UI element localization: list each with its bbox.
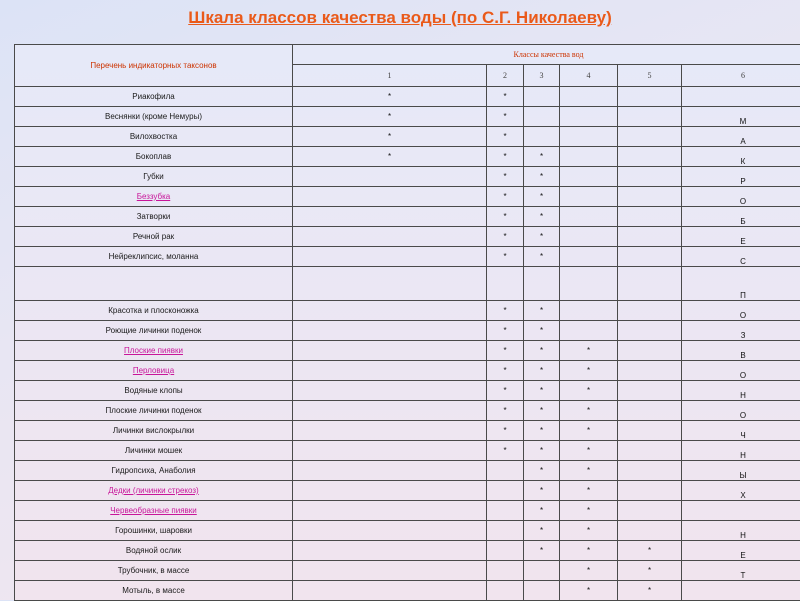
- classes-header: Классы качества вод: [293, 45, 800, 65]
- vertical-letter-cell: О: [682, 187, 800, 207]
- taxon-name: Мотыль, в массе: [15, 581, 293, 601]
- class-mark-cell: [487, 541, 524, 561]
- class-mark-cell: [618, 301, 682, 321]
- class-mark-cell: *: [560, 401, 618, 421]
- table-row: [15, 561, 800, 581]
- vertical-letter-cell: В: [682, 341, 800, 361]
- taxon-name: Водяные клопы: [15, 381, 293, 401]
- class-number: 3: [524, 65, 560, 87]
- vertical-letter-cell: Н: [682, 441, 800, 461]
- class-mark-cell: *: [293, 127, 487, 147]
- table-row: [15, 207, 800, 227]
- vertical-letter-cell: Е: [682, 227, 800, 247]
- vertical-letter-cell: Х: [682, 481, 800, 501]
- class-mark-cell: [487, 267, 524, 301]
- class-mark-cell: *: [560, 481, 618, 501]
- taxon-name: Красотка и плосконожка: [15, 301, 293, 321]
- class-mark-cell: *: [524, 541, 560, 561]
- table-row: [15, 167, 800, 187]
- class-mark-cell: *: [524, 301, 560, 321]
- class-mark-cell: *: [560, 381, 618, 401]
- class-mark-cell: [618, 207, 682, 227]
- taxon-link[interactable]: Червеобразные пиявки: [15, 501, 293, 521]
- class-mark-cell: [560, 301, 618, 321]
- class-number: 2: [487, 65, 524, 87]
- table-row: [15, 227, 800, 247]
- taxon-name: Вилохвостка: [15, 127, 293, 147]
- class-mark-cell: [618, 381, 682, 401]
- class-mark-cell: [618, 421, 682, 441]
- vertical-letter-cell: К: [682, 147, 800, 167]
- taxon-name: Горошинки, шаровки: [15, 521, 293, 541]
- class-mark-cell: *: [524, 461, 560, 481]
- taxon-link[interactable]: Беззубка: [15, 187, 293, 207]
- class-mark-cell: *: [487, 401, 524, 421]
- class-mark-cell: [293, 301, 487, 321]
- table-row: [15, 461, 800, 481]
- vertical-letter-cell: С: [682, 247, 800, 267]
- table-row: [15, 187, 800, 207]
- class-mark-cell: *: [487, 147, 524, 167]
- class-mark-cell: [618, 127, 682, 147]
- class-mark-cell: [293, 461, 487, 481]
- class-mark-cell: [618, 227, 682, 247]
- taxon-name: Риакофила: [15, 87, 293, 107]
- class-mark-cell: *: [487, 301, 524, 321]
- table-row: [15, 421, 800, 441]
- class-mark-cell: *: [560, 421, 618, 441]
- vertical-letter-cell: Т: [682, 561, 800, 581]
- vertical-letter-cell: Б: [682, 207, 800, 227]
- class-mark-cell: [560, 127, 618, 147]
- class-mark-cell: [293, 381, 487, 401]
- class-mark-cell: [293, 207, 487, 227]
- taxon-name: Речной рак: [15, 227, 293, 247]
- class-mark-cell: *: [487, 207, 524, 227]
- table-row: [15, 267, 800, 301]
- class-number: 5: [618, 65, 682, 87]
- table-row: [15, 301, 800, 321]
- class-mark-cell: [293, 167, 487, 187]
- class-mark-cell: *: [560, 581, 618, 601]
- class-mark-cell: *: [560, 541, 618, 561]
- class-mark-cell: *: [524, 501, 560, 521]
- class-mark-cell: *: [524, 207, 560, 227]
- table-row: [15, 321, 800, 341]
- class-mark-cell: [618, 167, 682, 187]
- water-quality-table: [14, 44, 800, 601]
- vertical-letter-cell: Ы: [682, 461, 800, 481]
- header-row: [15, 45, 800, 65]
- class-mark-cell: [524, 267, 560, 301]
- table-row: [15, 501, 800, 521]
- table-row: [15, 361, 800, 381]
- taxon-name: [15, 267, 293, 301]
- class-mark-cell: *: [293, 87, 487, 107]
- class-mark-cell: [618, 107, 682, 127]
- class-mark-cell: [618, 321, 682, 341]
- class-mark-cell: *: [618, 541, 682, 561]
- class-mark-cell: [618, 481, 682, 501]
- class-mark-cell: [560, 247, 618, 267]
- class-mark-cell: *: [524, 187, 560, 207]
- class-mark-cell: [293, 361, 487, 381]
- class-mark-cell: *: [293, 147, 487, 167]
- class-mark-cell: [524, 581, 560, 601]
- class-mark-cell: *: [524, 167, 560, 187]
- class-mark-cell: *: [487, 187, 524, 207]
- table-row: [15, 441, 800, 461]
- table-body: [15, 45, 800, 601]
- taxon-name: Водяной ослик: [15, 541, 293, 561]
- class-mark-cell: [293, 441, 487, 461]
- class-number: 4: [560, 65, 618, 87]
- class-mark-cell: [487, 581, 524, 601]
- class-mark-cell: [618, 521, 682, 541]
- class-mark-cell: *: [487, 441, 524, 461]
- class-mark-cell: *: [524, 227, 560, 247]
- class-mark-cell: *: [524, 521, 560, 541]
- class-mark-cell: [293, 561, 487, 581]
- vertical-letter-cell: Н: [682, 521, 800, 541]
- class-mark-cell: [618, 501, 682, 521]
- class-mark-cell: [618, 401, 682, 421]
- class-mark-cell: [618, 267, 682, 301]
- taxon-name: Плоские личинки поденок: [15, 401, 293, 421]
- taxon-name: Нейреклипсис, моланна: [15, 247, 293, 267]
- class-mark-cell: [293, 341, 487, 361]
- vertical-letter-cell: О: [682, 401, 800, 421]
- class-mark-cell: [487, 481, 524, 501]
- page-title: Шкала классов качества воды (по С.Г. Николаеву): [0, 8, 800, 28]
- taxon-name: Бокоплав: [15, 147, 293, 167]
- table-row: [15, 481, 800, 501]
- class-mark-cell: *: [487, 227, 524, 247]
- class-mark-cell: *: [560, 501, 618, 521]
- class-mark-cell: *: [487, 381, 524, 401]
- class-mark-cell: *: [487, 421, 524, 441]
- class-mark-cell: [618, 187, 682, 207]
- class-mark-cell: [618, 441, 682, 461]
- table-row: [15, 541, 800, 561]
- class-mark-cell: [293, 501, 487, 521]
- vertical-letter-cell: [682, 501, 800, 521]
- class-mark-cell: [293, 421, 487, 441]
- class-mark-cell: *: [560, 361, 618, 381]
- class-mark-cell: *: [524, 481, 560, 501]
- class-mark-cell: *: [560, 561, 618, 581]
- vertical-letter-cell: Р: [682, 167, 800, 187]
- taxon-name: Веснянки (кроме Немуры): [15, 107, 293, 127]
- vertical-letter-cell: П: [682, 267, 800, 301]
- class-mark-cell: [293, 541, 487, 561]
- class-mark-cell: *: [524, 341, 560, 361]
- table-row: [15, 107, 800, 127]
- class-mark-cell: *: [560, 341, 618, 361]
- class-number: 1: [293, 65, 487, 87]
- class-mark-cell: *: [618, 561, 682, 581]
- vertical-letter-cell: Ч: [682, 421, 800, 441]
- class-mark-cell: [618, 361, 682, 381]
- vertical-letter-cell: [682, 87, 800, 107]
- taxon-link[interactable]: Плоские пиявки: [15, 341, 293, 361]
- taxon-name: Гидропсиха, Анаболия: [15, 461, 293, 481]
- class-mark-cell: [560, 87, 618, 107]
- taxon-link[interactable]: Перловица: [15, 361, 293, 381]
- class-mark-cell: [560, 107, 618, 127]
- class-mark-cell: [618, 87, 682, 107]
- class-mark-cell: [560, 147, 618, 167]
- class-mark-cell: [560, 167, 618, 187]
- class-mark-cell: [560, 321, 618, 341]
- taxon-link[interactable]: Дедки (личинки стрекоз): [15, 481, 293, 501]
- class-mark-cell: *: [487, 127, 524, 147]
- class-mark-cell: [618, 247, 682, 267]
- class-mark-cell: *: [524, 361, 560, 381]
- class-mark-cell: [560, 207, 618, 227]
- class-mark-cell: *: [560, 461, 618, 481]
- table-row: [15, 127, 800, 147]
- vertical-letter-cell: А: [682, 127, 800, 147]
- class-mark-cell: [293, 321, 487, 341]
- table-row: [15, 87, 800, 107]
- taxon-name: Затворки: [15, 207, 293, 227]
- vertical-letter-cell: [682, 581, 800, 601]
- class-mark-cell: [618, 461, 682, 481]
- class-mark-cell: *: [293, 107, 487, 127]
- class-mark-cell: *: [487, 247, 524, 267]
- class-mark-cell: [293, 481, 487, 501]
- taxon-name: Трубочник, в массе: [15, 561, 293, 581]
- class-mark-cell: [524, 127, 560, 147]
- class-mark-cell: [560, 227, 618, 247]
- class-mark-cell: *: [487, 361, 524, 381]
- vertical-letter-cell: Н: [682, 381, 800, 401]
- table-row: [15, 341, 800, 361]
- vertical-letter-cell: Е: [682, 541, 800, 561]
- class-mark-cell: *: [524, 147, 560, 167]
- class-mark-cell: [487, 561, 524, 581]
- class-mark-cell: *: [524, 381, 560, 401]
- class-mark-cell: *: [487, 87, 524, 107]
- class-mark-cell: [293, 401, 487, 421]
- taxon-name: Роющие личинки поденок: [15, 321, 293, 341]
- class-mark-cell: [560, 187, 618, 207]
- class-mark-cell: [487, 521, 524, 541]
- class-mark-cell: [293, 267, 487, 301]
- class-mark-cell: *: [618, 581, 682, 601]
- class-mark-cell: *: [524, 247, 560, 267]
- taxon-name: Губки: [15, 167, 293, 187]
- table-row: [15, 381, 800, 401]
- class-mark-cell: [293, 247, 487, 267]
- class-mark-cell: [487, 461, 524, 481]
- class-mark-cell: [560, 267, 618, 301]
- table-row: [15, 521, 800, 541]
- class-mark-cell: [293, 521, 487, 541]
- taxa-header: Перечень индикаторных таксонов: [15, 45, 293, 87]
- class-mark-cell: [524, 87, 560, 107]
- class-mark-cell: *: [524, 421, 560, 441]
- table-row: [15, 401, 800, 421]
- class-mark-cell: [487, 501, 524, 521]
- class-mark-cell: *: [560, 441, 618, 461]
- class-mark-cell: *: [487, 341, 524, 361]
- class-mark-cell: *: [487, 321, 524, 341]
- class-mark-cell: [293, 581, 487, 601]
- vertical-letter-cell: О: [682, 361, 800, 381]
- class-mark-cell: [524, 561, 560, 581]
- class-mark-cell: [293, 187, 487, 207]
- class-mark-cell: [618, 341, 682, 361]
- vertical-letter-cell: О: [682, 301, 800, 321]
- class-number: 6: [682, 65, 800, 87]
- vertical-letter-cell: М: [682, 107, 800, 127]
- class-mark-cell: *: [560, 521, 618, 541]
- class-mark-cell: *: [524, 321, 560, 341]
- class-mark-cell: *: [524, 441, 560, 461]
- class-mark-cell: *: [487, 167, 524, 187]
- taxon-name: Личинки мошек: [15, 441, 293, 461]
- class-mark-cell: [293, 227, 487, 247]
- class-mark-cell: *: [487, 107, 524, 127]
- taxon-name: Личинки вислокрылки: [15, 421, 293, 441]
- table-row: [15, 581, 800, 601]
- class-mark-cell: [618, 147, 682, 167]
- class-mark-cell: *: [524, 401, 560, 421]
- class-mark-cell: [524, 107, 560, 127]
- table-row: [15, 247, 800, 267]
- vertical-letter-cell: З: [682, 321, 800, 341]
- table-row: [15, 147, 800, 167]
